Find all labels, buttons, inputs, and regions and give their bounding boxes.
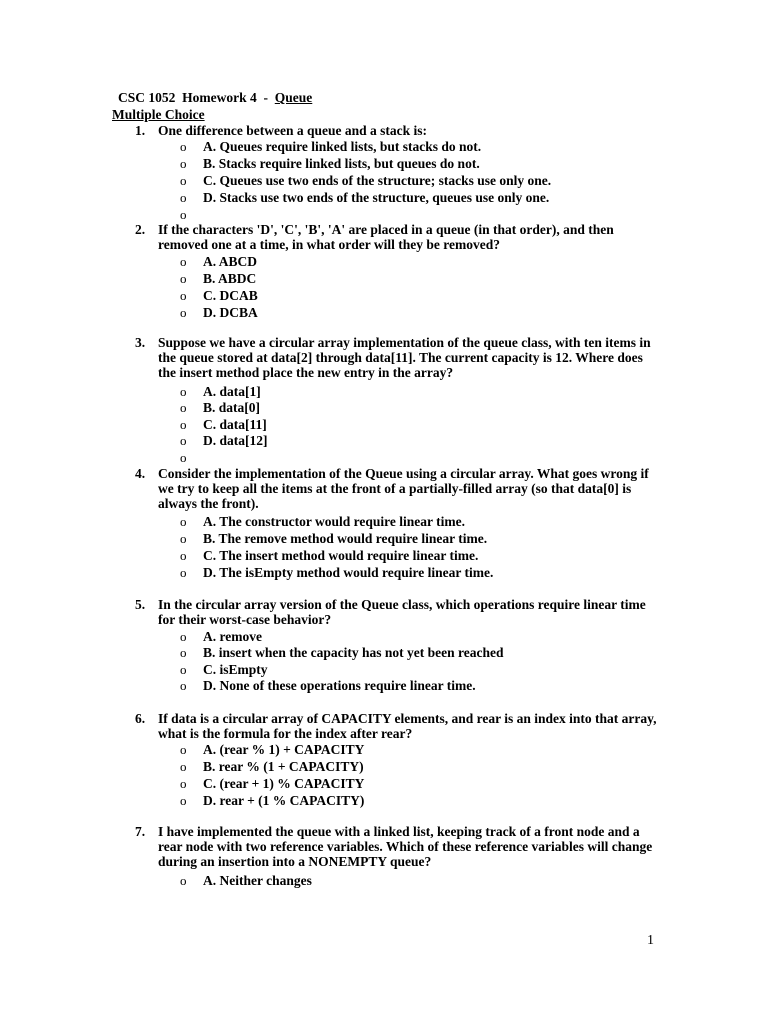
option-text: D. data[12] <box>203 433 268 448</box>
bullet-icon: o <box>180 305 187 320</box>
question-text: One difference between a queue and a stack is: <box>158 123 427 138</box>
option-text: C. isEmpty <box>203 662 268 677</box>
bullet-icon: o <box>180 417 187 432</box>
question-number: 7. <box>135 824 146 839</box>
section-heading: Multiple Choice <box>112 107 205 122</box>
option-text: D. DCBA <box>203 305 258 320</box>
question-text: In the circular array version of the Queue class, which operations require linear time for their worst-case behavior? <box>158 597 646 627</box>
option-text: B. rear % (1 + CAPACITY) <box>203 759 364 774</box>
option-text: D. rear + (1 % CAPACITY) <box>203 793 365 808</box>
option-text: B. data[0] <box>203 400 260 415</box>
option-text: C. DCAB <box>203 288 258 303</box>
bullet-icon: o <box>180 629 187 644</box>
bullet-icon: o <box>180 548 187 563</box>
option-text: B. Stacks require linked lists, but queues do not. <box>203 156 480 171</box>
option-text: B. ABDC <box>203 271 257 286</box>
bullet-icon: o <box>180 139 187 154</box>
bullet-icon: o <box>180 742 187 757</box>
option-text: C. data[11] <box>203 417 267 432</box>
option-text: D. None of these operations require linear time. <box>203 678 476 693</box>
bullet-icon: o <box>180 662 187 677</box>
question-text: I have implemented the queue with a linked list, keeping track of a front node and a rear node with two reference variables. Which of these reference variables will change during an insertion into a NONEMPTY queue? <box>158 824 653 869</box>
bullet-icon: o <box>180 190 187 205</box>
bullet-icon: o <box>180 173 187 188</box>
question-number: 2. <box>135 222 146 237</box>
option-text: A. remove <box>203 629 262 644</box>
option-text: A. data[1] <box>203 384 261 399</box>
option-text: C. The insert method would require linear time. <box>203 548 479 563</box>
option-text: A. (rear % 1) + CAPACITY <box>203 742 365 757</box>
title-separator: - <box>263 90 269 105</box>
question-text: Suppose we have a circular array implementation of the queue class, with ten items in the queue stored at data[2] through data[11]. The current capacity is 12. Where does the insert method place the new entry in the array? <box>158 335 651 380</box>
bullet-icon: o <box>180 207 187 222</box>
option-text: D. The isEmpty method would require linear time. <box>203 565 494 580</box>
bullet-icon: o <box>180 565 187 580</box>
question-number: 4. <box>135 466 146 481</box>
document-title <box>118 90 312 106</box>
bullet-icon: o <box>180 254 187 269</box>
page-number: 1 <box>647 933 654 948</box>
option-text: B. The remove method would require linear time. <box>203 531 488 546</box>
bullet-icon: o <box>180 645 187 660</box>
option-text: A. Neither changes <box>203 873 312 888</box>
bullet-icon: o <box>180 288 187 303</box>
bullet-icon: o <box>180 433 187 448</box>
question-text: Consider the implementation of the Queue using a circular array. What goes wrong if we try to keep all the items at the front of a partially-filled array (so that data[0] is always the front). <box>158 466 649 511</box>
assignment-name: Homework 4 <box>182 90 257 105</box>
question-text: If data is a circular array of CAPACITY elements, and rear is an index into that array, what is the formula for the index after rear? <box>158 711 657 741</box>
bullet-icon: o <box>180 678 187 693</box>
bullet-icon: o <box>180 156 187 171</box>
topic-name: Queue <box>274 90 313 105</box>
bullet-icon: o <box>180 450 187 465</box>
bullet-icon: o <box>180 400 187 415</box>
question-number: 3. <box>135 335 146 350</box>
bullet-icon: o <box>180 776 187 791</box>
option-text: B. insert when the capacity has not yet been reached <box>203 645 504 660</box>
question-number: 6. <box>135 711 146 726</box>
question-text: If the characters 'D', 'C', 'B', 'A' are placed in a queue (in that order), and then removed one at a time, in what order will they be removed? <box>158 222 614 252</box>
bullet-icon: o <box>180 873 187 888</box>
option-text: A. Queues require linked lists, but stacks do not. <box>203 139 482 154</box>
option-text: A. The constructor would require linear time. <box>203 514 465 529</box>
option-text: D. Stacks use two ends of the structure, queues use only one. <box>203 190 550 205</box>
bullet-icon: o <box>180 384 187 399</box>
option-text: C. (rear + 1) % CAPACITY <box>203 776 365 791</box>
course-code: CSC 1052 <box>118 90 176 105</box>
option-text: C. Queues use two ends of the structure; stacks use only one. <box>203 173 552 188</box>
option-text: A. ABCD <box>203 254 258 269</box>
bullet-icon: o <box>180 271 187 286</box>
bullet-icon: o <box>180 531 187 546</box>
question-number: 1. <box>135 123 146 138</box>
question-number: 5. <box>135 597 146 612</box>
bullet-icon: o <box>180 759 187 774</box>
bullet-icon: o <box>180 514 187 529</box>
bullet-icon: o <box>180 793 187 808</box>
